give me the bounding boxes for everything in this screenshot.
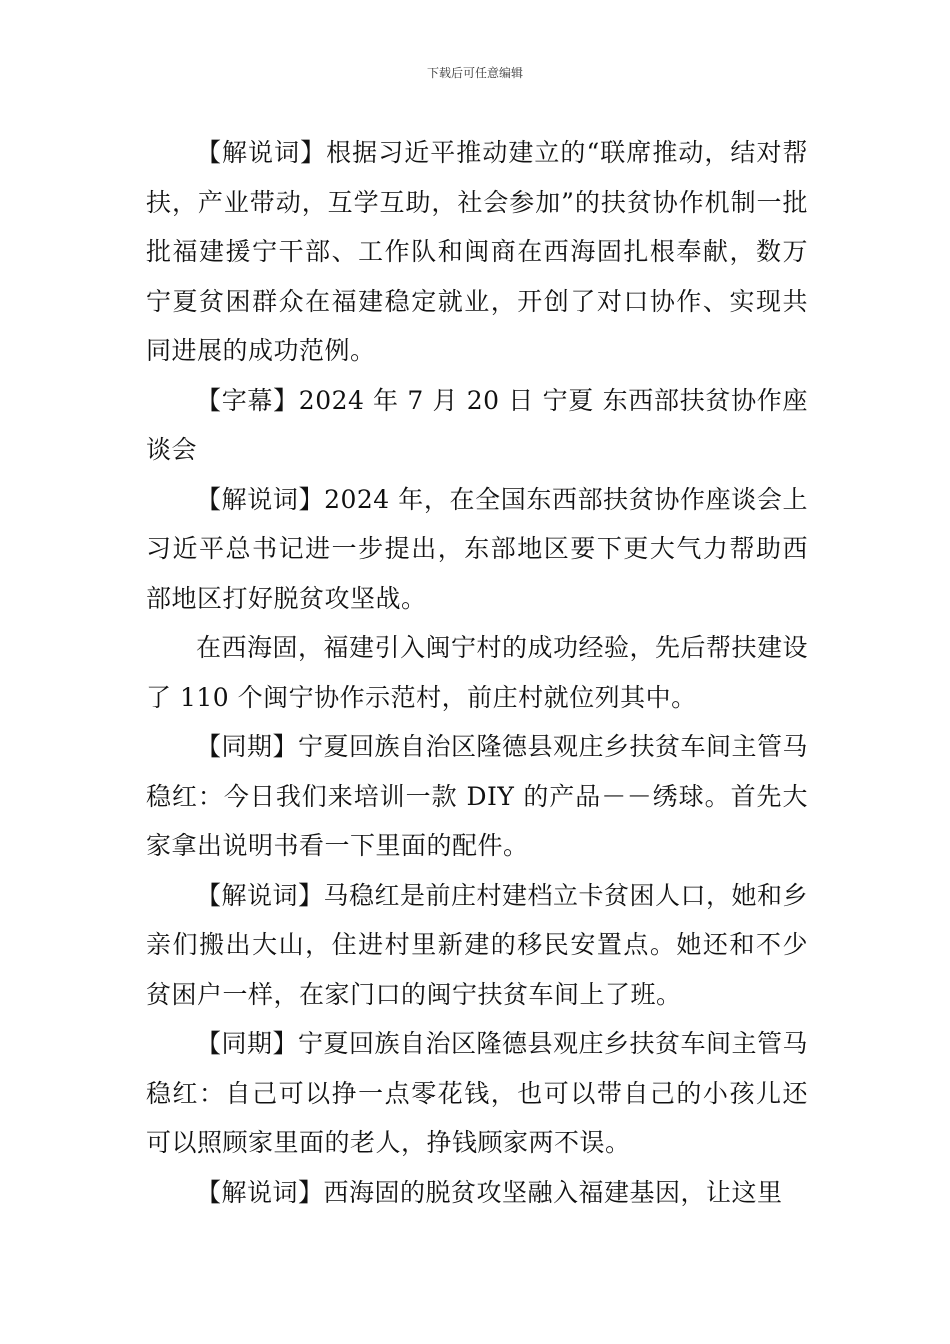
paragraph-5: 【同期】宁夏回族自治区隆德县观庄乡扶贫车间主管马稳红：今日我们来培训一款 DIY 的产品－－绣球。首先大家拿出说明书看一下里面的配件。 — [146, 732, 809, 860]
page-header: 下载后可任意编辑 — [426, 66, 523, 80]
paragraph-8: 【解说词】西海固的脱贫攻坚融入福建基因，让这里 — [196, 1177, 783, 1207]
paragraph-2: 【字幕】2024 年 7 月 20 日 宁夏 东西部扶贫协作座谈会 — [146, 385, 808, 464]
paragraph-7: 【同期】宁夏回族自治区隆德县观庄乡扶贫车间主管马稳红：自己可以挣一点零花钱，也可以带自己的小孩儿还可以照顾家里面的老人，挣钱顾家两不误。 — [146, 1029, 809, 1157]
paragraph-1: 【解说词】根据习近平推动建立的“联席推动，结对帮扶，产业带动，互学互助，社会参加”的扶贫协作机制一批批福建援宁干部、工作队和闽商在西海固扎根奉献，数万宁夏贫困群众在福建稳定就业，开创了对口协作、实现共同进展的成功范例。 — [146, 138, 808, 365]
document-body — [146, 128, 808, 1217]
paragraph-4: 在西海固，福建引入闽宁村的成功经验，先后帮扶建设了 110 个闽宁协作示范村，前庄村就位列其中。 — [146, 633, 809, 712]
paragraph-6: 【解说词】马稳红是前庄村建档立卡贫困人口，她和乡亲们搬出大山，住进村里新建的移民安置点。她还和不少贫困户一样，在家门口的闽宁扶贫车间上了班。 — [146, 880, 809, 1009]
paragraph-3: 【解说词】2024 年，在全国东西部扶贫协作座谈会上习近平总书记进一步提出，东部地区要下更大气力帮助西部地区打好脱贫攻坚战。 — [146, 484, 808, 613]
